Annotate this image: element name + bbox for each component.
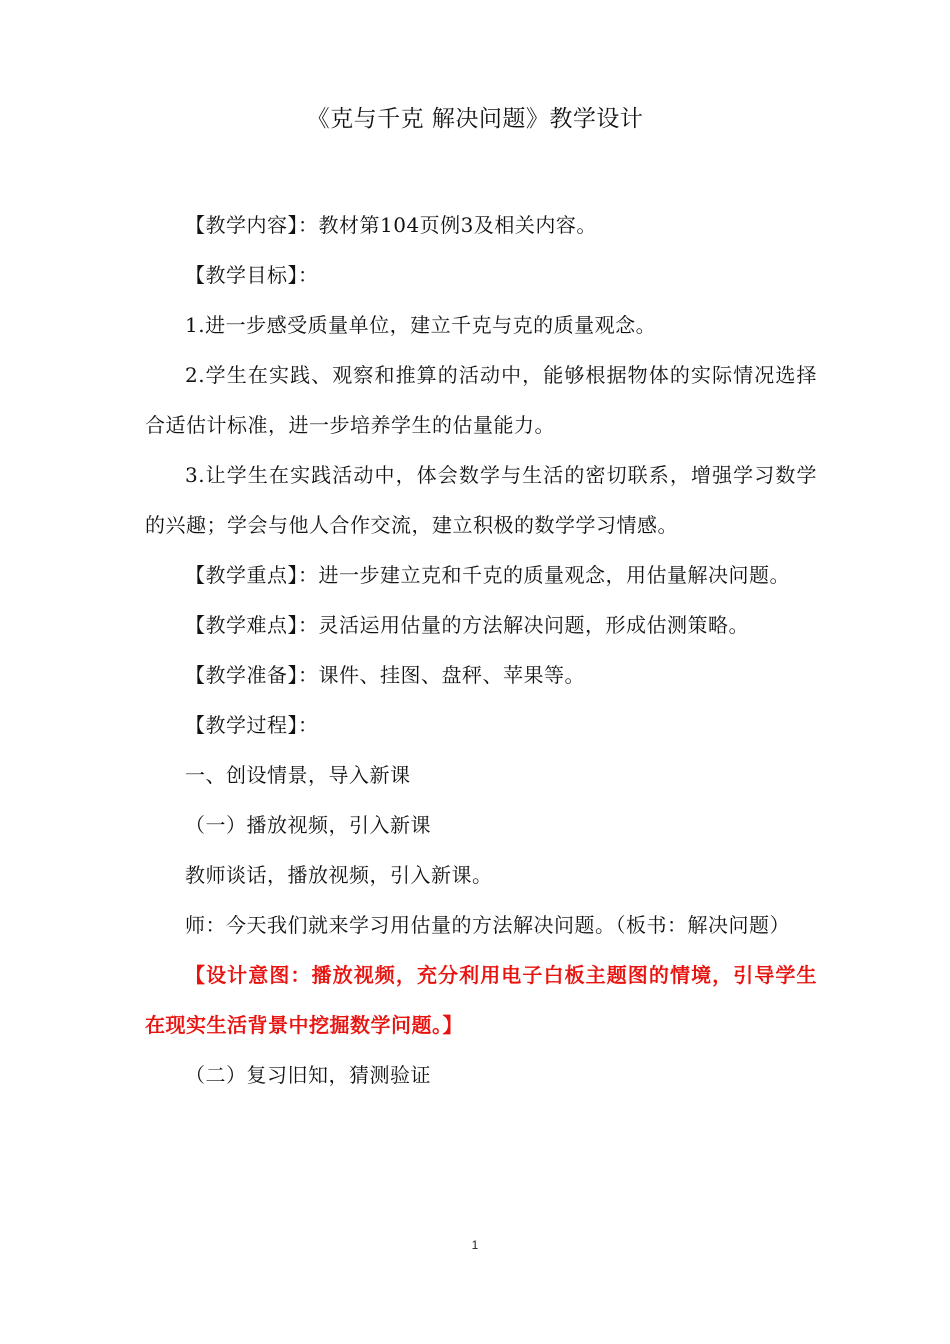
subsection-heading-1: （一）播放视频，引入新课 <box>185 813 431 837</box>
section-heading-1: 一、创设情景，导入新课 <box>185 763 411 787</box>
teaching-goals-heading <box>145 250 817 300</box>
goal-item-3: 3.让学生在实践活动中，体会数学与生活的密切联系，增强学习数学的兴趣；学会与他人合作交流，建立积极的数学学习情感。 <box>145 463 817 537</box>
key-point-text: ：进一步建立克和千克的质量观念，用估量解决问题。 <box>298 563 790 587</box>
process-paragraph-2: 师：今天我们就来学习用估量的方法解决问题。（板书：解决问题） <box>185 913 790 937</box>
preparation-paragraph <box>145 650 817 700</box>
process-heading <box>145 700 817 750</box>
preparation-label: 【教学准备】 <box>185 663 298 687</box>
goal-item-2: 2.学生在实践、观察和推算的活动中，能够根据物体的实际情况选择合适估计标准，进一步培养学生的估量能力。 <box>145 363 817 437</box>
subsection-heading-2: （二）复习旧知，猜测验证 <box>185 1063 431 1087</box>
page-number: 1 <box>471 1238 479 1252</box>
process-label: 【教学过程】 <box>185 713 298 737</box>
document-body <box>145 200 817 1100</box>
key-point-paragraph <box>145 550 817 600</box>
teaching-content-paragraph <box>145 200 817 250</box>
key-point-label: 【教学重点】 <box>185 563 298 587</box>
difficulty-text: ：灵活运用估量的方法解决问题，形成估测策略。 <box>298 613 749 637</box>
difficulty-paragraph <box>145 600 817 650</box>
page-title: 《克与千克 解决问题》教学设计 <box>306 106 644 132</box>
teaching-content-text: ：教材第104页例3及相关内容。 <box>298 213 597 237</box>
preparation-text: ：课件、挂图、盘秤、苹果等。 <box>298 663 585 687</box>
goal-item-1: 1.进一步感受质量单位，建立千克与克的质量观念。 <box>185 313 657 337</box>
teaching-content-label: 【教学内容】 <box>185 213 298 237</box>
process-paragraph-1: 教师谈话，播放视频，引入新课。 <box>185 863 493 887</box>
process-text: ： <box>298 713 319 737</box>
design-intent-paragraph: 【设计意图：播放视频，充分利用电子白板主题图的情境，引导学生在现实生活背景中挖掘数学问题。】 <box>145 963 817 1037</box>
teaching-goals-label: 【教学目标】 <box>185 263 298 287</box>
difficulty-label: 【教学难点】 <box>185 613 298 637</box>
teaching-goals-text: ： <box>298 263 319 287</box>
